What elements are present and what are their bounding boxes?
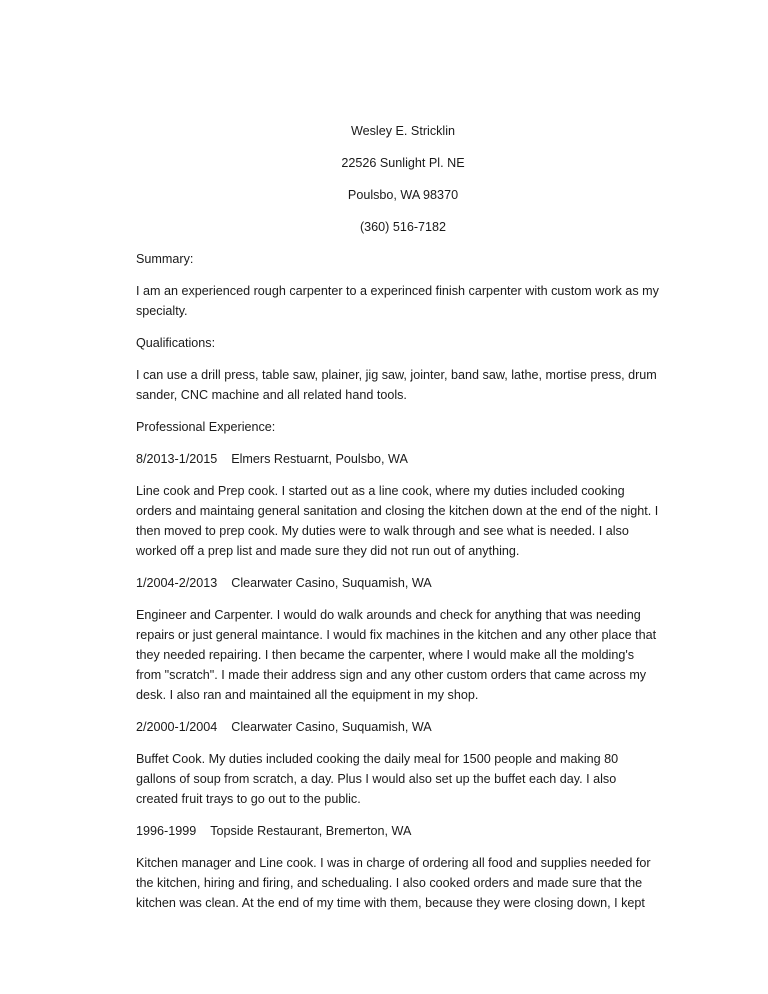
- job-description: Engineer and Carpenter. I would do walk arounds and check for anything that was needing repairs or just general maintance. I would fix machines in the kitchen and any other place that they needed repairing. I then became the carpenter, where I would make all the molding's from "scratch". I made their address sign and any other custom orders that came across my desk. I also ran and maintained all the equipment in my shop.: [136, 608, 657, 702]
- job-employer: Topside Restaurant, Bremerton, WA: [210, 824, 412, 838]
- job-heading: [136, 717, 660, 737]
- job-employer: Clearwater Casino, Suquamish, WA: [231, 720, 432, 734]
- job-dates: 2/2000-1/2004: [136, 720, 218, 734]
- job-employer: Elmers Restuarnt, Poulsbo, WA: [231, 452, 408, 466]
- resume-content: [136, 121, 660, 925]
- city-state-zip: Poulsbo, WA 98370: [347, 188, 459, 202]
- job-dates: 1996-1999: [136, 824, 197, 838]
- summary-text: I am an experienced rough carpenter to a experinced finish carpenter with custom work as my specialty.: [136, 284, 659, 318]
- job-heading: [136, 821, 660, 841]
- summary-heading: Summary:: [136, 252, 194, 266]
- job-heading: [136, 573, 660, 593]
- applicant-name: Wesley E. Stricklin: [350, 124, 456, 138]
- job-dates: 1/2004-2/2013: [136, 576, 218, 590]
- job-description: Buffet Cook. My duties included cooking the daily meal for 1500 people and making 80 gallons of soup from scratch, a day. Plus I would also set up the buffet each day. I also created fruit trays to go out to the public.: [136, 752, 619, 806]
- job-employer: Clearwater Casino, Suquamish, WA: [231, 576, 432, 590]
- job-dates: 8/2013-1/2015: [136, 452, 218, 466]
- qualifications-heading: Qualifications:: [136, 336, 216, 350]
- street-address: 22526 Sunlight Pl. NE: [341, 156, 465, 170]
- experience-heading: Professional Experience:: [136, 420, 276, 434]
- job-description: Line cook and Prep cook. I started out as a line cook, where my duties included cooking orders and maintaing general sanitation and closing the kitchen down at the end of the night. I then moved to prep cook. My duties were to walk through and see what is needed. I also worked off a prep list and made sure they did not run out of anything.: [136, 484, 659, 558]
- qualifications-text: I can use a drill press, table saw, plainer, jig saw, jointer, band saw, lathe, mortise press, drum sander, CNC machine and all related hand tools.: [136, 368, 657, 402]
- job-heading: [136, 449, 660, 469]
- phone-number: (360) 516-7182: [359, 220, 447, 234]
- job-description: Kitchen manager and Line cook. I was in charge of ordering all food and supplies needed for the kitchen, hiring and firing, and schedualing. I also cooked orders and made sure that the kitchen was clean. At the end of my time with them, because they were closing down, I kept: [136, 856, 651, 910]
